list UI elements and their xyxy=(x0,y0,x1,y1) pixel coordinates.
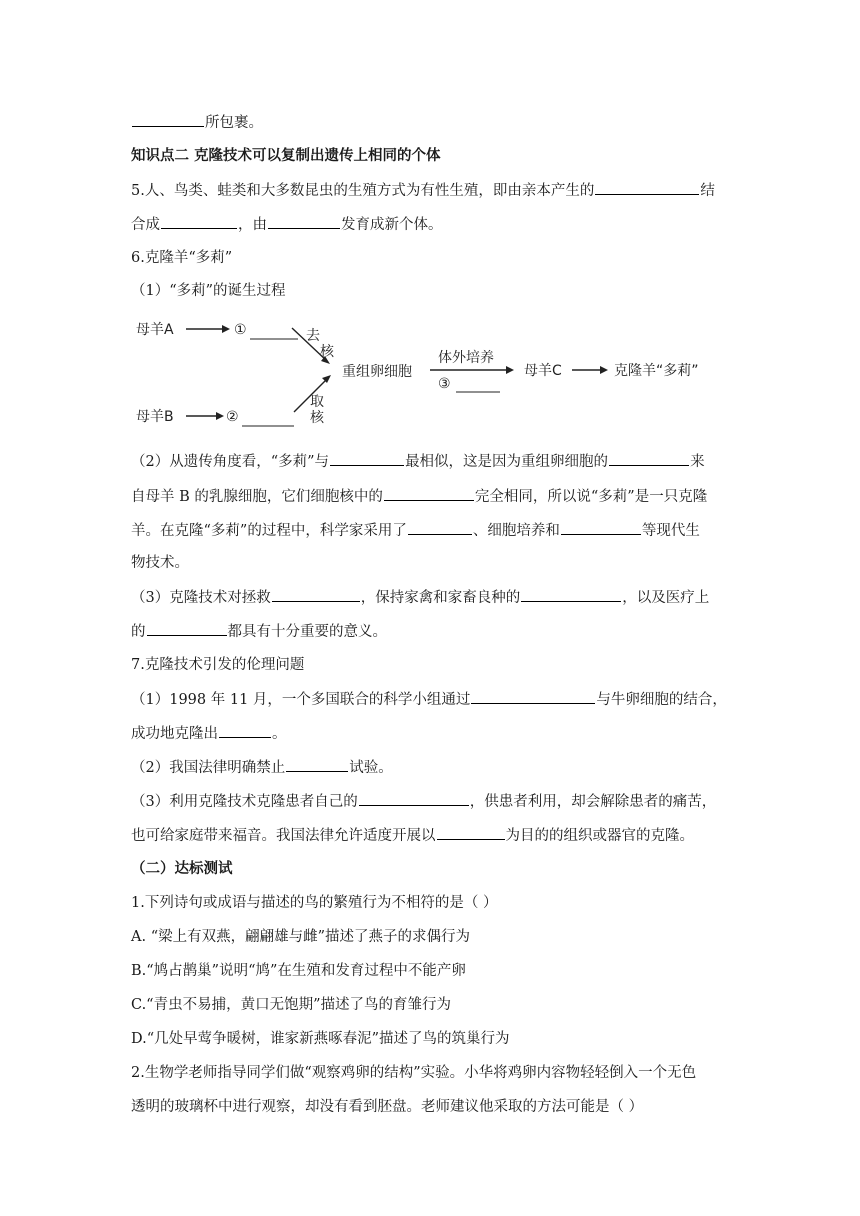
text: ，保持家禽和家畜良种的 xyxy=(360,590,521,606)
q7-2-line xyxy=(131,757,393,778)
circle-2: ② xyxy=(226,409,239,425)
q5-line-2 xyxy=(131,214,443,235)
text: 、细胞培养和 xyxy=(472,523,560,539)
culture-label: 体外培养 xyxy=(438,350,494,366)
text: 试验。 xyxy=(349,760,393,776)
text: 成功地克隆出 xyxy=(131,726,218,742)
dolly-label: 克隆羊“多莉” xyxy=(614,363,699,379)
q7-title: 7.克隆技术引发的伦理问题 xyxy=(131,657,305,673)
arrowhead xyxy=(222,325,230,333)
text: 完全相同，所以说“多莉”是一只克隆 xyxy=(474,489,708,505)
remove-label-1: 去 xyxy=(306,328,320,344)
text: （2）我国法律明确禁止 xyxy=(131,760,286,776)
arrowhead xyxy=(506,366,514,374)
q6-2-line-1 xyxy=(131,451,705,472)
text: 等现代生 xyxy=(641,523,700,539)
take-label-2: 核 xyxy=(310,410,324,426)
section-test-heading: （二）达标测试 xyxy=(131,861,233,877)
q6-2-line-2 xyxy=(131,486,707,507)
remove-label-2: 核 xyxy=(320,344,334,360)
text: ，供患者利用，却会解除患者的痛苦， xyxy=(469,794,717,810)
text: 与牛卵细胞的结合， xyxy=(596,692,727,708)
sheep-a-label: 母羊A xyxy=(136,322,174,338)
arrowhead xyxy=(216,412,224,420)
test-q2-line-2: 透明的玻璃杯中进行观察，却没有看到胚盘。老师建议他采取的方法可能是（ ） xyxy=(131,1099,644,1115)
text: ，由 xyxy=(238,217,267,233)
text: 所包裹。 xyxy=(205,115,263,131)
text: 合成 xyxy=(131,217,160,233)
answer-blank[interactable] xyxy=(161,214,237,229)
circle-3: ③ xyxy=(438,376,451,392)
answer-blank[interactable] xyxy=(437,825,505,840)
text: 结 xyxy=(700,183,715,199)
arrowhead xyxy=(600,366,608,374)
text: （1）1998 年 11 月，一个多国联合的科学小组通过 xyxy=(131,692,471,708)
answer-blank[interactable] xyxy=(521,587,621,602)
answer-blank[interactable] xyxy=(272,587,360,602)
take-label-1: 取 xyxy=(310,394,324,410)
answer-blank[interactable] xyxy=(268,214,340,229)
text: 5.人、鸟类、蛙类和大多数昆虫的生殖方式为有性生殖，即由亲本产生的 xyxy=(131,183,595,199)
text: 的 xyxy=(131,624,146,640)
answer-blank[interactable] xyxy=(132,112,204,127)
text: 自母羊 B 的乳腺细胞，它们细胞核中的 xyxy=(131,489,383,505)
option-d[interactable]: D.“几处早莺争暖树，谁家新燕啄春泥”描述了鸟的筑巢行为 xyxy=(131,1031,510,1047)
sheep-b-label: 母羊B xyxy=(136,409,174,425)
text: 羊。在克隆“多莉”的过程中，科学家采用了 xyxy=(131,523,407,539)
answer-blank[interactable] xyxy=(595,180,699,195)
answer-blank[interactable] xyxy=(147,621,227,636)
q6-title: 6.克隆羊“多莉” xyxy=(131,250,233,266)
q6-3-line-1 xyxy=(131,587,709,608)
q6-2-line-4: 物技术。 xyxy=(131,555,189,571)
text: 。 xyxy=(272,726,287,742)
sheep-c-label: 母羊C xyxy=(524,363,562,379)
option-a[interactable]: A. “梁上有双燕，翩翩雄与雌”描述了燕子的求偶行为 xyxy=(131,929,471,945)
q7-1-line-1 xyxy=(131,689,727,710)
answer-blank[interactable] xyxy=(359,791,469,806)
circle-1: ① xyxy=(234,322,247,338)
text: 都具有十分重要的意义。 xyxy=(227,624,387,640)
recombined-egg-label: 重组卵细胞 xyxy=(342,364,412,380)
q7-3-line-2 xyxy=(131,825,694,846)
option-c[interactable]: C.“青虫不易捕，黄口无饱期”描述了鸟的育雏行为 xyxy=(131,997,452,1013)
q6-2-line-3 xyxy=(131,520,700,541)
section-heading: 知识点二 克隆技术可以复制出遗传上相同的个体 xyxy=(131,148,441,164)
dolly-process-diagram xyxy=(130,308,740,434)
q7-3-line-1 xyxy=(131,791,716,812)
option-b[interactable]: B.“鸠占鹊巢”说明“鸠”在生殖和发育过程中不能产卵 xyxy=(131,963,466,979)
answer-blank[interactable] xyxy=(330,451,404,466)
q7-1-line-2 xyxy=(131,723,287,744)
text: ，以及医疗上 xyxy=(622,590,710,606)
text: 来 xyxy=(690,454,705,470)
q6-sub1: （1）“多莉”的诞生过程 xyxy=(131,283,286,299)
q5-line-1 xyxy=(131,180,715,201)
test-q2-line-1: 2.生物学老师指导同学们做“观察鸡卵的结构”实验。小华将鸡卵内容物轻轻倒入一个无色 xyxy=(131,1065,697,1081)
answer-blank[interactable] xyxy=(561,520,641,535)
text: 为目的的组织或器官的克隆。 xyxy=(505,828,694,844)
text: （3）克隆技术对拯救 xyxy=(131,590,271,606)
answer-blank[interactable] xyxy=(384,486,474,501)
answer-blank[interactable] xyxy=(609,451,689,466)
text: 也可给家庭带来福音。我国法律允许适度开展以 xyxy=(131,828,436,844)
answer-blank[interactable] xyxy=(286,757,348,772)
answer-blank[interactable] xyxy=(408,520,472,535)
q6-3-line-2 xyxy=(131,621,387,642)
answer-blank[interactable] xyxy=(219,723,271,738)
text: 发育成新个体。 xyxy=(341,217,443,233)
test-q1: 1.下列诗句或成语与描述的鸟的繁殖行为不相符的是（ ） xyxy=(131,895,498,911)
line-1 xyxy=(131,112,263,133)
answer-blank[interactable] xyxy=(471,689,595,704)
text: （2）从遗传角度看，“多莉”与 xyxy=(131,454,330,470)
text: （3）利用克隆技术克隆患者自己的 xyxy=(131,794,358,810)
text: 最相似，这是因为重组卵细胞的 xyxy=(405,454,609,470)
